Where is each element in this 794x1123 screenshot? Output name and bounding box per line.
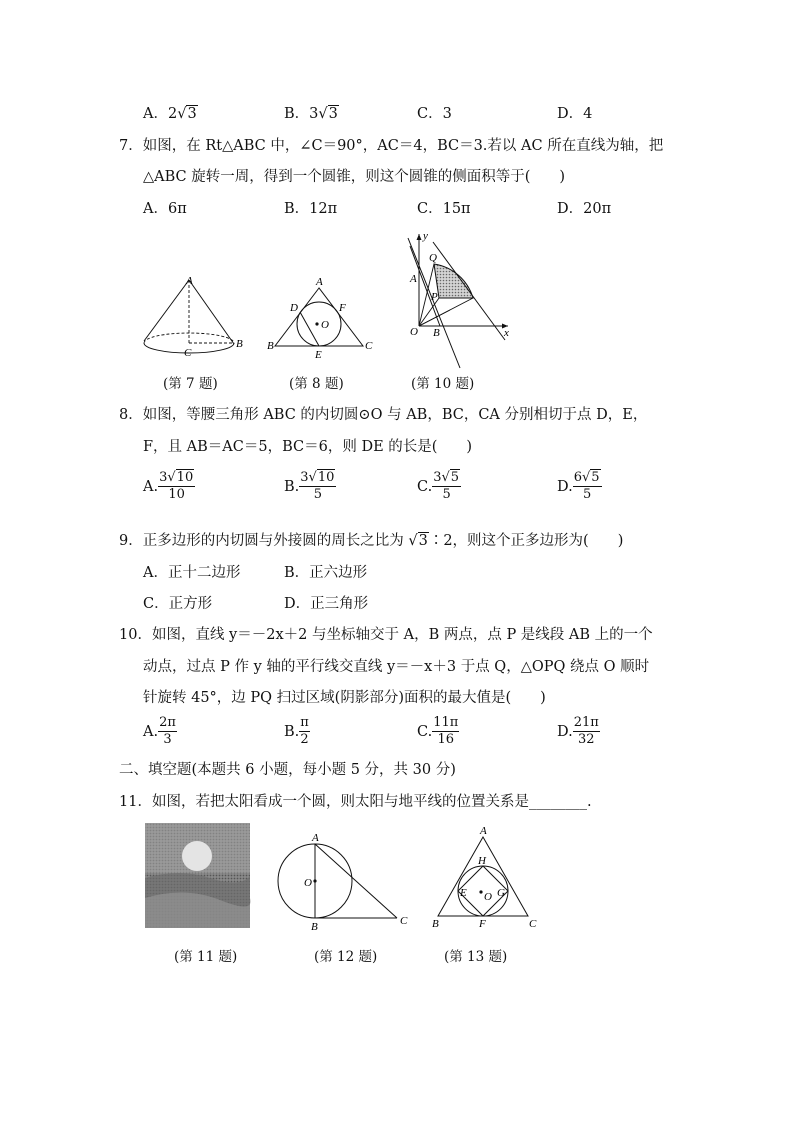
figure-12-circle-tangent bbox=[278, 832, 408, 933]
caption-fig10: (第 10 题) bbox=[411, 376, 475, 392]
q8-option-d: D. $\frac{6√5}{5}$ bbox=[557, 470, 600, 503]
figure-7-cone bbox=[144, 275, 243, 359]
fig7-label-b: B bbox=[236, 338, 243, 350]
svg-text:A: A bbox=[410, 273, 417, 285]
svg-text:C: C bbox=[365, 340, 373, 352]
q10-option-b: B. $\frac{\pi}{2}$ bbox=[284, 715, 309, 748]
svg-text:D: D bbox=[290, 302, 298, 314]
svg-text:F: F bbox=[339, 302, 346, 314]
svg-text:A: A bbox=[312, 832, 319, 844]
figure-10-coordinate bbox=[408, 230, 509, 368]
svg-text:H: H bbox=[478, 855, 486, 867]
q6-option-d: D．4 bbox=[557, 106, 593, 122]
q6-option-b: B．3√3 bbox=[284, 106, 338, 122]
q8-line1: 8．如图，等腰三角形 ABC 的内切圆⊙O 与 AB，BC，CA 分别相切于点 D，E， bbox=[119, 407, 648, 423]
svg-text:x: x bbox=[504, 327, 509, 339]
figure-8-incircle bbox=[267, 276, 373, 361]
q8-option-b: B. $\frac{3√10}{5}$ bbox=[284, 470, 335, 503]
q9-line1: 9．正多边形的内切圆与外接圆的周长之比为 √3∶2，则这个正多边形为( ) bbox=[119, 533, 624, 549]
caption-fig8: (第 8 题) bbox=[289, 376, 344, 392]
figure-row-1 bbox=[130, 228, 530, 378]
q6-option-c: C．3 bbox=[417, 106, 452, 122]
fig7-label-c: C bbox=[184, 347, 192, 359]
svg-text:O: O bbox=[410, 326, 418, 338]
q10-line1: 10．如图，直线 y＝－2x＋2 与坐标轴交于 A，B 两点，点 P 是线段 AB 上的一个 bbox=[119, 627, 653, 643]
q7-option-a: A．6π bbox=[143, 201, 187, 217]
q7-option-d: D．20π bbox=[557, 201, 612, 217]
svg-text:O: O bbox=[304, 877, 312, 889]
q9-option-d: D．正三角形 bbox=[284, 596, 369, 612]
q10-option-c: C. $\frac{11\pi}{16}$ bbox=[417, 715, 459, 748]
q10-option-d: D. $\frac{21\pi}{32}$ bbox=[557, 715, 599, 748]
q8-option-c: C. $\frac{3√5}{5}$ bbox=[417, 470, 460, 503]
svg-text:B: B bbox=[311, 921, 318, 933]
fig7-label-a: A bbox=[186, 275, 193, 287]
q6-option-a: A．2√3 bbox=[143, 106, 197, 122]
q10-option-a: A. $\frac{2\pi}{3}$ bbox=[143, 715, 176, 748]
caption-fig12: (第 12 题) bbox=[314, 949, 378, 965]
q11-text: 11．如图，若把太阳看成一个圆，则太阳与地平线的位置关系是________. bbox=[119, 794, 592, 810]
svg-text:E: E bbox=[460, 887, 467, 899]
svg-text:B: B bbox=[432, 918, 439, 930]
svg-text:A: A bbox=[316, 276, 323, 288]
q10-line2: 动点，过点 P 作 y 轴的平行线交直线 y＝－x＋3 于点 Q，△OPQ 绕点 O 顺时 bbox=[143, 659, 650, 675]
svg-text:P: P bbox=[431, 291, 438, 303]
q7-line2: △ABC 旋转一周，得到一个圆锥，则这个圆锥的侧面积等于( ) bbox=[143, 169, 566, 185]
svg-text:B: B bbox=[433, 327, 440, 339]
caption-fig11: (第 11 题) bbox=[174, 949, 238, 965]
q8-option-a: A. $\frac{3√10}{10}$ bbox=[143, 470, 194, 503]
q10-line3: 针旋转 45°，边 PQ 扫过区域(阴影部分)面积的最大值是( ) bbox=[143, 690, 546, 706]
figure-row-2 bbox=[140, 820, 560, 940]
section-2-heading: 二、填空题(本题共 6 小题，每小题 5 分，共 30 分) bbox=[119, 762, 456, 778]
svg-text:O: O bbox=[321, 319, 329, 331]
svg-text:F: F bbox=[479, 918, 486, 930]
q8-line2: F，且 AB＝AC＝5，BC＝6，则 DE 的长是( ) bbox=[143, 439, 473, 455]
q7-option-b: B．12π bbox=[284, 201, 338, 217]
svg-text:C: C bbox=[400, 915, 408, 927]
q7-option-c: C．15π bbox=[417, 201, 471, 217]
svg-text:O: O bbox=[484, 891, 492, 903]
figure-13-incircle-square bbox=[432, 825, 537, 930]
svg-text:C: C bbox=[529, 918, 537, 930]
figure-11-sun-photo bbox=[145, 823, 251, 928]
q7-line1: 7．如图，在 Rt△ABC 中，∠C＝90°，AC＝4，BC＝3.若以 AC 所在直线为轴，把 bbox=[119, 138, 664, 154]
svg-text:B: B bbox=[267, 340, 274, 352]
q9-option-b: B．正六边形 bbox=[284, 565, 368, 581]
svg-text:G: G bbox=[497, 887, 505, 899]
caption-fig7: (第 7 题) bbox=[163, 376, 218, 392]
q9-option-c: C．正方形 bbox=[143, 596, 213, 612]
q9-option-a: A．正十二边形 bbox=[143, 565, 241, 581]
svg-text:E: E bbox=[315, 349, 322, 361]
svg-text:Q: Q bbox=[429, 252, 437, 264]
svg-text:A: A bbox=[480, 825, 487, 837]
caption-fig13: (第 13 题) bbox=[444, 949, 508, 965]
svg-text:y: y bbox=[423, 230, 428, 242]
